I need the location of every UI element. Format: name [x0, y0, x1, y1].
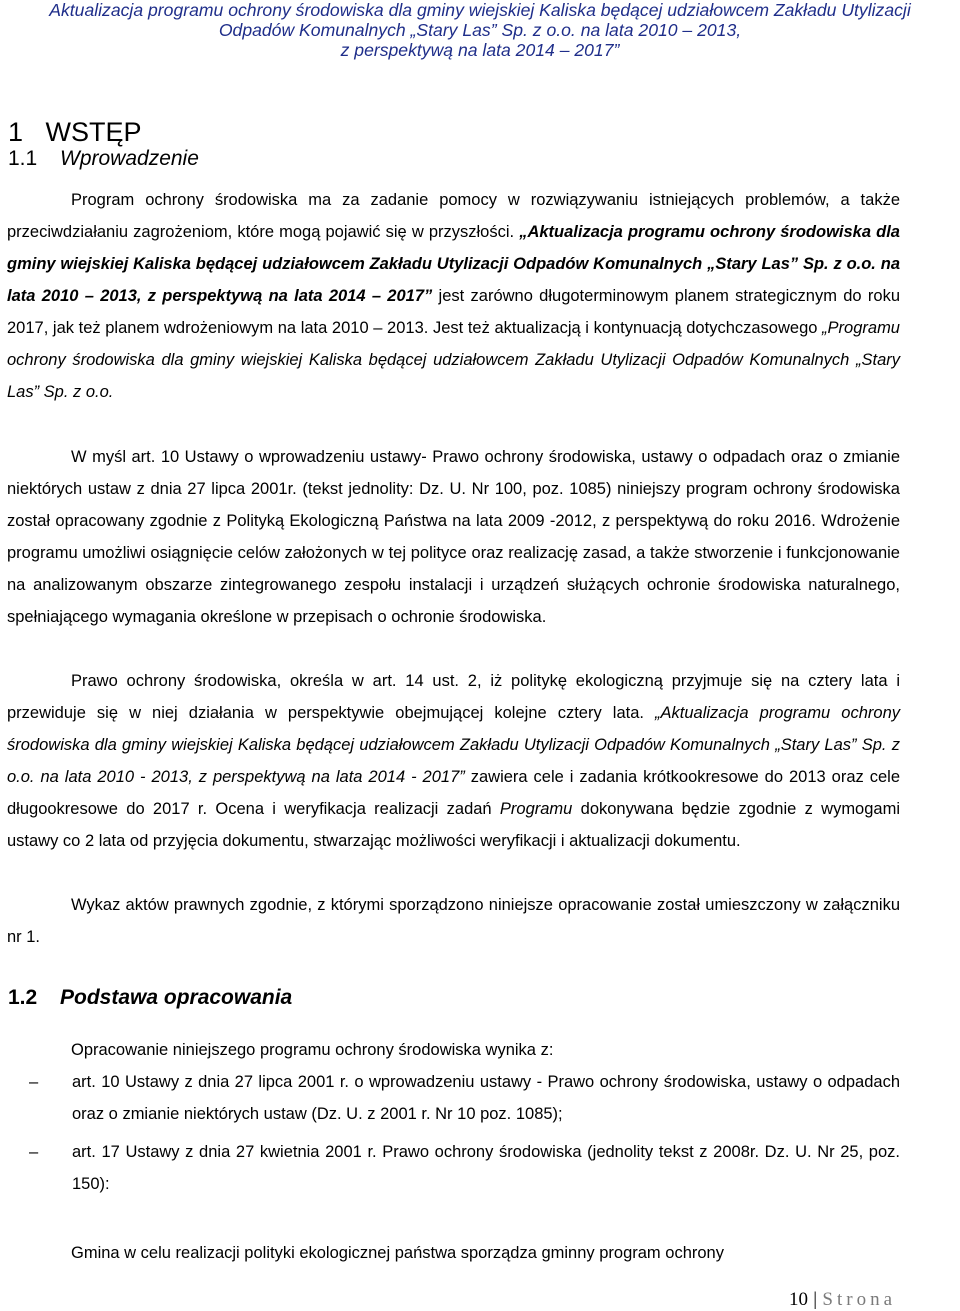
text-run: jest zarówno długoterminowym planem strategicznym do roku 2017, jak też planem wdrożeniowym na lata 2010 – 2013. Jest też aktualizacją i kontynuacją dotychczasowego — [7, 287, 900, 337]
section-heading-1-2 — [8, 984, 292, 1012]
program-word-italic: Programu — [499, 800, 573, 818]
paragraph-legal-basis — [7, 441, 900, 633]
text-run: zawiera cele i zadania krótkookresowe do 2013 oraz cele długookresowe do 2017 r. Ocena i weryfikacja realizacji zadań — [7, 768, 900, 818]
page-label: Strona — [822, 1289, 896, 1310]
text-run: Prawo ochrony środowiska, określa w art. 14 ust. 2, iż politykę ekologiczną przyjmuje się na cztery lata i przewiduje się w niej działania w perspektywie obejmującej kolejne cztery lata. — [7, 672, 900, 722]
paragraph-ecological-policy — [7, 665, 900, 857]
header-line: Aktualizacja programu ochrony środowiska dla gminy wiejskiej Kaliska będącej udziałowcem Zakładu Utylizacji — [49, 0, 911, 20]
text-run: Wykaz aktów prawnych zgodnie, z którymi sporządzono niniejsze opracowanie został umieszczony w załączniku nr 1. — [7, 896, 900, 946]
header-line: z perspektywą na lata 2014 – 2017” — [340, 40, 620, 60]
list-item — [7, 1136, 900, 1200]
dash-bullet: – — [29, 1143, 39, 1161]
section-number: 1 — [8, 117, 24, 147]
program-title-italic: „Aktualizacja programu ochrony środowiska dla gminy wiejskiej Kaliska będącej udziałowcem Zakładu Utylizacji Odpadów Komunalnych „Stary Las” Sp. z o.o. na lata 2010 - 2013, z perspektywą na lata 2014 - 2017” — [7, 704, 900, 786]
section-heading-1 — [8, 116, 142, 148]
page-number: 10 — [789, 1289, 809, 1310]
list-item — [7, 1066, 900, 1130]
paragraph-municipality — [7, 1237, 900, 1269]
section-title: Podstawa opracowania — [60, 986, 293, 1009]
header-line: Odpadów Komunalnych „Stary Las” Sp. z o.o. na lata 2010 – 2013, — [218, 20, 742, 40]
text-run: Opracowanie niniejszego programu ochrony środowiska wynika z: — [71, 1041, 554, 1059]
running-header — [0, 0, 960, 60]
section-heading-1-1 — [8, 145, 199, 173]
paragraph-legal-acts — [7, 889, 900, 953]
text-run: Gmina w celu realizacji polityki ekologicznej państwa sporządza gminny program ochrony — [71, 1244, 724, 1262]
text-run: dokonywana będzie zgodnie z wymogami ustawy co 2 lata od przyjęcia dokumentu, stwarzając możliwości weryfikacji i aktualizacji dokumentu. — [7, 800, 901, 850]
paragraph-introduction — [7, 184, 900, 408]
paragraph-basis — [7, 1034, 900, 1066]
text-run: Program ochrony środowiska ma za zadanie pomocy w rozwiązywaniu istniejących problemów, a także przeciwdziałaniu zagrożeniom, które mogą pojawić się w przyszłości. — [7, 191, 900, 241]
section-number: 1.1 — [8, 147, 38, 170]
section-title: WSTĘP — [45, 117, 142, 147]
page-footer — [789, 1289, 896, 1311]
list-item-text: art. 17 Ustawy z dnia 27 kwietnia 2001 r. Prawo ochrony środowiska (jednolity tekst z 2008r. Dz. U. Nr 25, poz. 150): — [72, 1143, 900, 1193]
program-title-bold: „Aktualizacja programu ochrony środowiska dla gminy wiejskiej Kaliska będącej udziałowcem Zakładu Utylizacji Odpadów Komunalnych „Stary Las” Sp. z o.o. na lata 2010 – 2013, z perspektywą na lata 2014 – 2017” — [7, 223, 900, 305]
program-title-italic: „Programu ochrony środowiska dla gminy wiejskiej Kaliska będącej udziałowcem Zakładu Utylizacji Odpadów Komunalnych „Stary Las” Sp. z o.o. — [7, 319, 900, 401]
dash-bullet: – — [29, 1073, 39, 1091]
section-title: Wprowadzenie — [60, 147, 199, 170]
footer-separator: | — [813, 1289, 818, 1310]
basis-list — [7, 1066, 900, 1206]
list-item-text: art. 10 Ustawy z dnia 27 lipca 2001 r. o wprowadzeniu ustawy - Prawo ochrony środowiska, ustawy o odpadach oraz o zmianie niektórych ustaw (Dz. U. z 2001 r. Nr 10 poz. 1085); — [72, 1073, 900, 1123]
text-run: W myśl art. 10 Ustawy o wprowadzeniu ustawy- Prawo ochrony środowiska, ustawy o odpadach oraz o zmianie niektórych ustaw z dnia 27 lipca 2001r. (tekst jednolity: Dz. U. Nr 100, poz. 1085) niniejszy program ochrony środowiska został opracowany zgodnie z Polityką Ekologiczną Państwa na lata 2009 -2012, z perspektywą do roku 2016. Wdrożenie programu umożliwi osiągnięcie celów założonych w tej polityce oraz realizację zasad, a także stworzenie i funkcjonowanie na analizowanym obszarze zintegrowanego zespołu instalacji i urządzeń służących ochronie środowiska naturalnego, spełniającego wymagania określone w przepisach o ochronie środowiska. — [7, 448, 900, 626]
section-number: 1.2 — [8, 986, 38, 1009]
